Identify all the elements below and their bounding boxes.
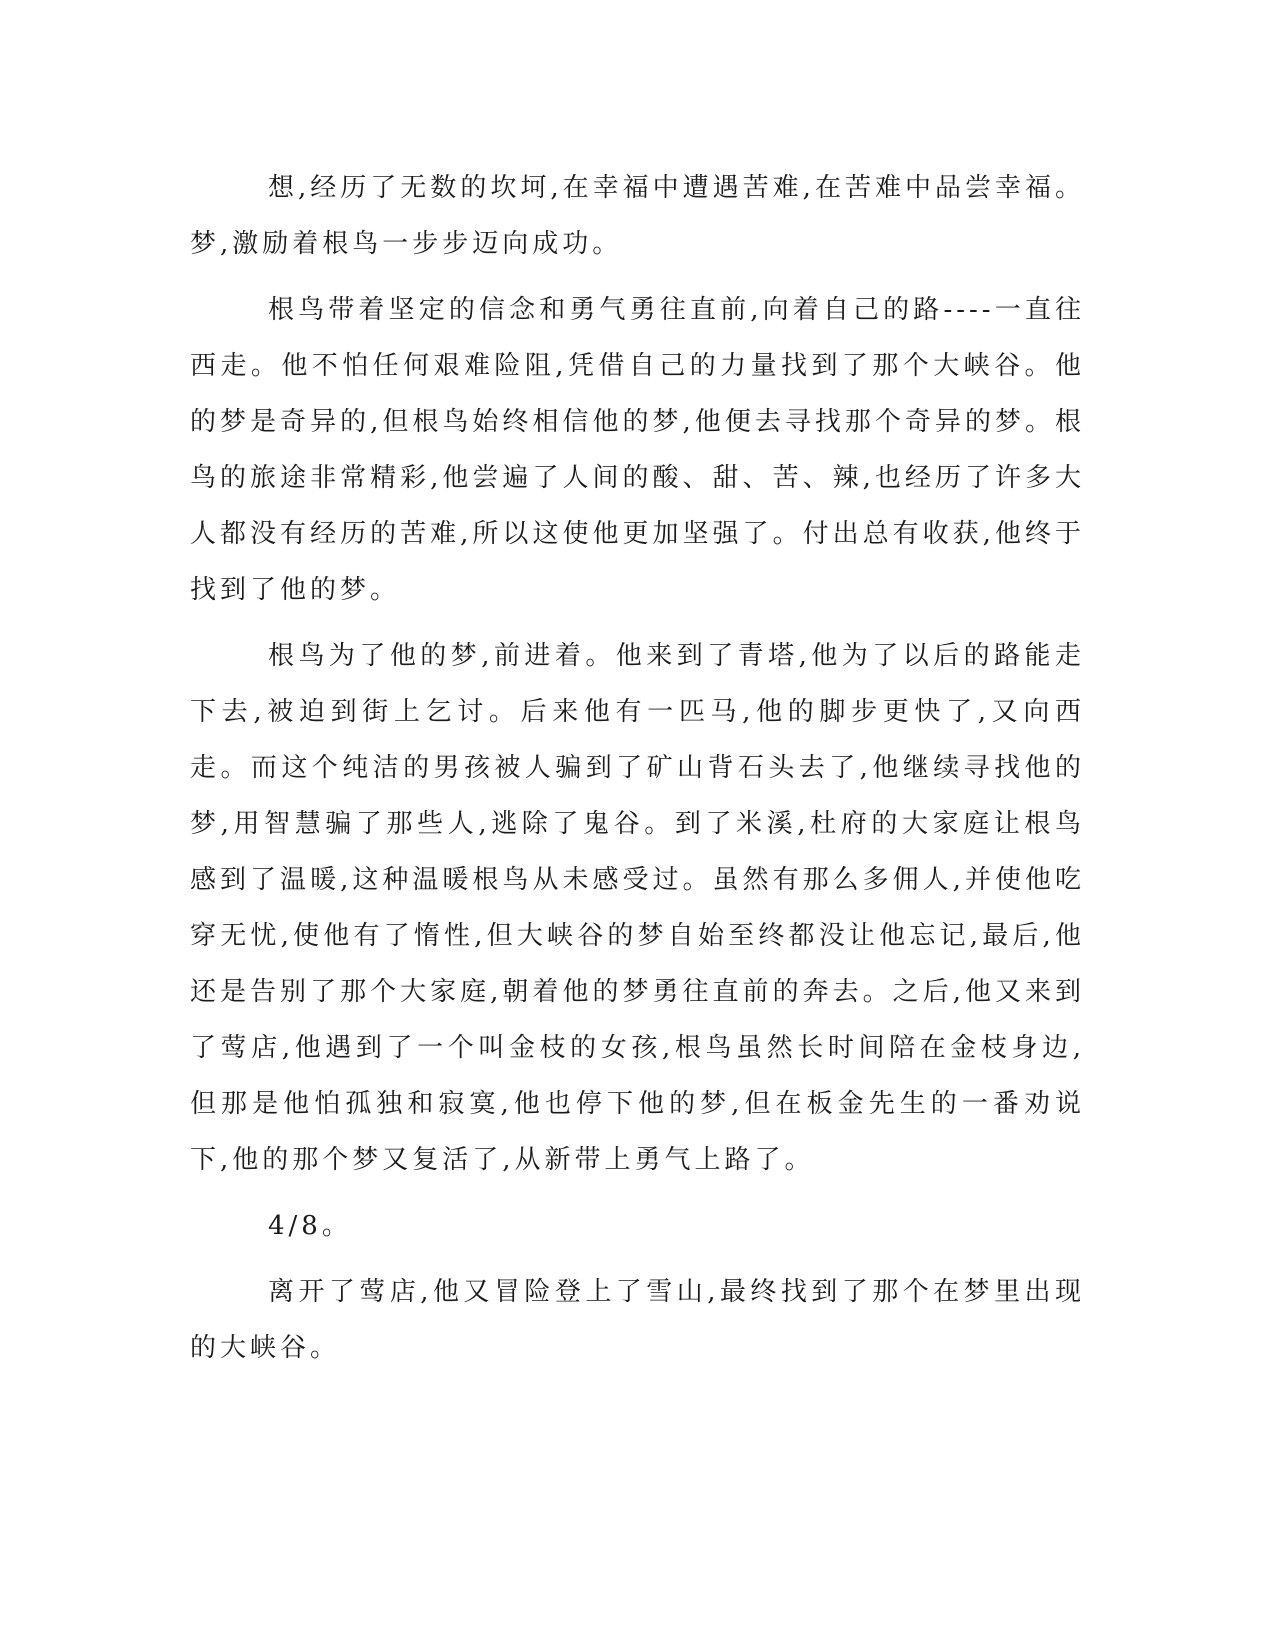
document-body bbox=[190, 160, 1085, 1386]
paragraph-3: 根鸟为了他的梦,前进着。他来到了青塔,他为了以后的路能走下去,被迫到街上乞讨。后来他有一匹马,他的脚步更快了,又向西走。而这个纯洁的男孩被人骗到了矿山背石头去了,他继续寻找他的梦,用智慧骗了那些人,逃除了鬼谷。到了米溪,杜府的大家庭让根鸟感到了温暖,这种温暖根鸟从未感受过。虽然有那么多佣人,并使他吃穿无忧,使他有了惰性,但大峡谷的梦自始至终都没让他忘记,最后,他还是告别了那个大家庭,朝着他的梦勇往直前的奔去。之后,他又来到了莺店,他遇到了一个叫金枝的女孩,根鸟虽然长时间陪在金枝身边,但那是他怕孤独和寂寞,他也停下他的梦,但在板金先生的一番劝说下,他的那个梦又复活了,从新带上勇气上路了。 bbox=[190, 641, 1085, 1175]
page-number-line: 4/8。 bbox=[268, 1211, 352, 1241]
paragraph-2: 根鸟带着坚定的信念和勇气勇往直前,向着自己的路----一直往西走。他不怕任何艰难险阻,凭借自己的力量找到了那个大峡谷。他的梦是奇异的,但根鸟始终相信他的梦,他便去寻找那个奇异的梦。根鸟的旅途非常精彩,他尝遍了人间的酸、甜、苦、辣,也经历了许多大人都没有经历的苦难,所以这使他更加坚强了。付出总有收获,他终于找到了他的梦。 bbox=[190, 295, 1085, 605]
paragraph-1: 想,经历了无数的坎坷,在幸福中遭遇苦难,在苦难中品尝幸福。梦,激励着根鸟一步步迈向成功。 bbox=[190, 173, 1085, 259]
paragraph-4: 离开了莺店,他又冒险登上了雪山,最终找到了那个在梦里出现的大峡谷。 bbox=[190, 1277, 1085, 1363]
